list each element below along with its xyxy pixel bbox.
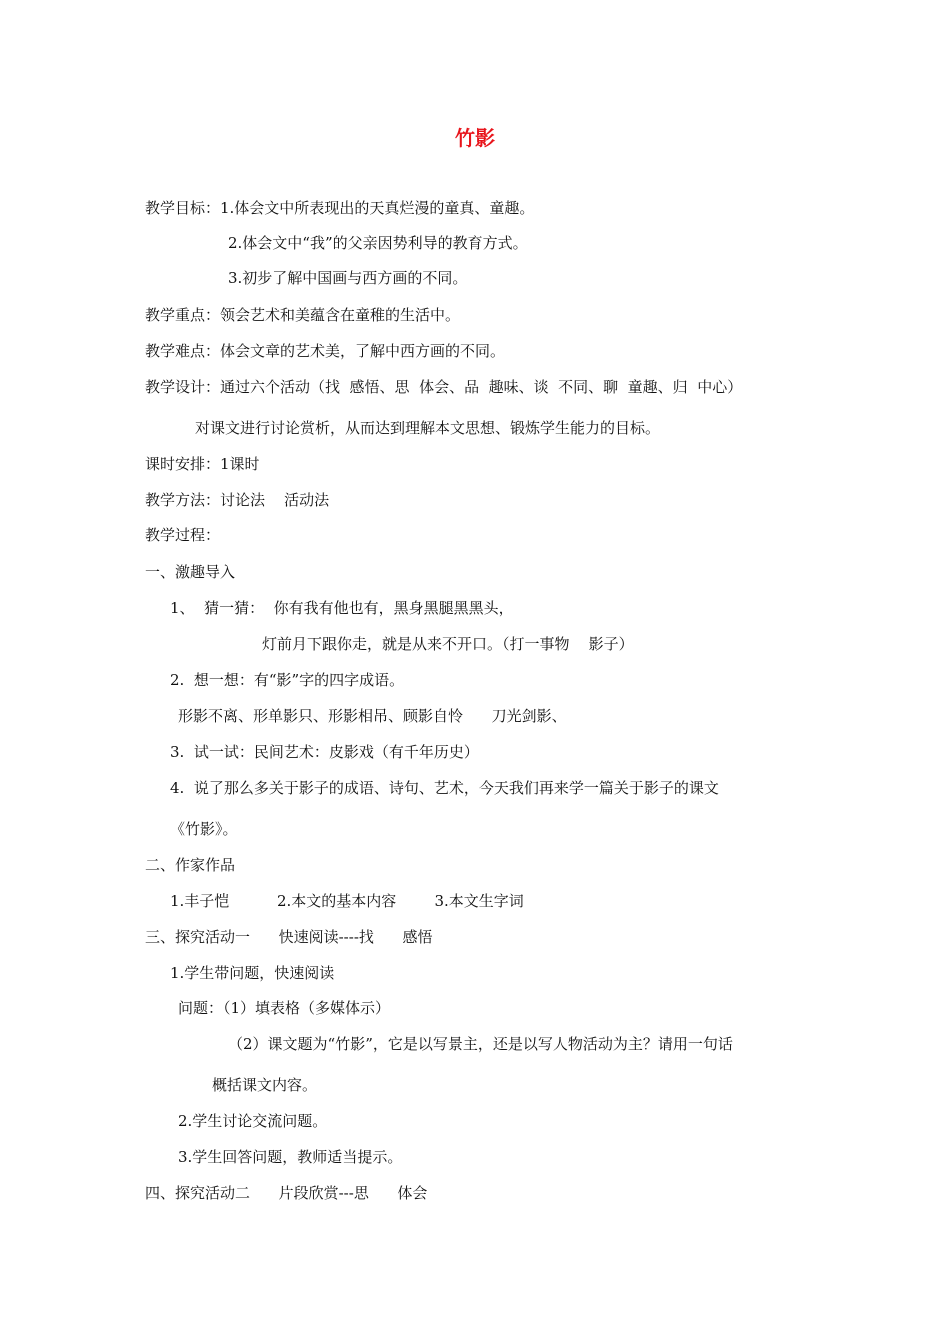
method-line: 教学方法：讨论法 活动法 xyxy=(145,491,330,509)
key-point-line: 教学重点：领会艺术和美蕴含在童稚的生活中。 xyxy=(145,306,461,324)
transition-line-continued: 《竹影》。 xyxy=(170,820,238,838)
activity-1-step-2: 2.学生讨论交流问题。 xyxy=(178,1112,328,1130)
schedule-line: 课时安排：1课时 xyxy=(145,455,260,473)
difficulty-line: 教学难点：体会文章的艺术美，了解中西方画的不同。 xyxy=(145,342,506,360)
design-line-continued: 对课文进行讨论赏析，从而达到理解本文思想、锻炼学生能力的目标。 xyxy=(195,419,661,437)
folk-art-line: 3. 试一试：民间艺术：皮影戏（有千年历史） xyxy=(170,743,479,761)
section-1-heading: 一、激趣导入 xyxy=(145,563,236,581)
author-works-line: 1.丰子恺 2.本文的基本内容 3.本文生字词 xyxy=(170,892,524,910)
process-heading: 教学过程： xyxy=(145,526,221,544)
riddle-line-2: 灯前月下跟你走，就是从来不开口。（打一事物 影子） xyxy=(262,635,634,653)
goal-line-2: 2.体会文中“我”的父亲因势利导的教育方式。 xyxy=(228,234,528,252)
transition-line: 4. 说了那么多关于影子的成语、诗句、艺术，今天我们再来学一篇关于影子的课文 xyxy=(170,779,719,797)
section-4-heading: 四、探究活动二 片段欣赏---思 体会 xyxy=(145,1184,428,1202)
idiom-list-line: 形影不离、形单影只、形影相吊、顾影自怜 刀光剑影、 xyxy=(178,707,567,725)
question-line-2: （2）课文题为“竹影”，它是以写景主，还是以写人物活动为主？请用一句话 xyxy=(228,1035,733,1053)
section-3-heading: 三、探究活动一 快速阅读----找 感悟 xyxy=(145,928,433,946)
design-line: 教学设计：通过六个活动（找 感悟、思 体会、品 趣味、谈 不同、聊 童趣、归 中心） xyxy=(145,378,743,396)
idiom-prompt-line: 2. 想一想：有“影”字的四字成语。 xyxy=(170,671,405,689)
activity-1-step-3: 3.学生回答问题，教师适当提示。 xyxy=(178,1148,403,1166)
riddle-line-1: 1、 猜一猜： 你有我有他也有，黑身黑腿黑黑头， xyxy=(170,599,514,617)
question-line-2-continued: 概括课文内容。 xyxy=(212,1076,318,1094)
activity-1-step-1: 1.学生带问题，快速阅读 xyxy=(170,964,335,982)
section-2-heading: 二、作家作品 xyxy=(145,856,236,874)
question-line-1: 问题：（1）填表格（多媒体示） xyxy=(178,999,391,1017)
goal-line-3: 3.初步了解中国画与西方画的不同。 xyxy=(228,269,468,287)
goal-line-1: 教学目标：1.体会文中所表现出的天真烂漫的童真、童趣。 xyxy=(145,199,535,217)
document-title: 竹影 xyxy=(455,126,495,150)
